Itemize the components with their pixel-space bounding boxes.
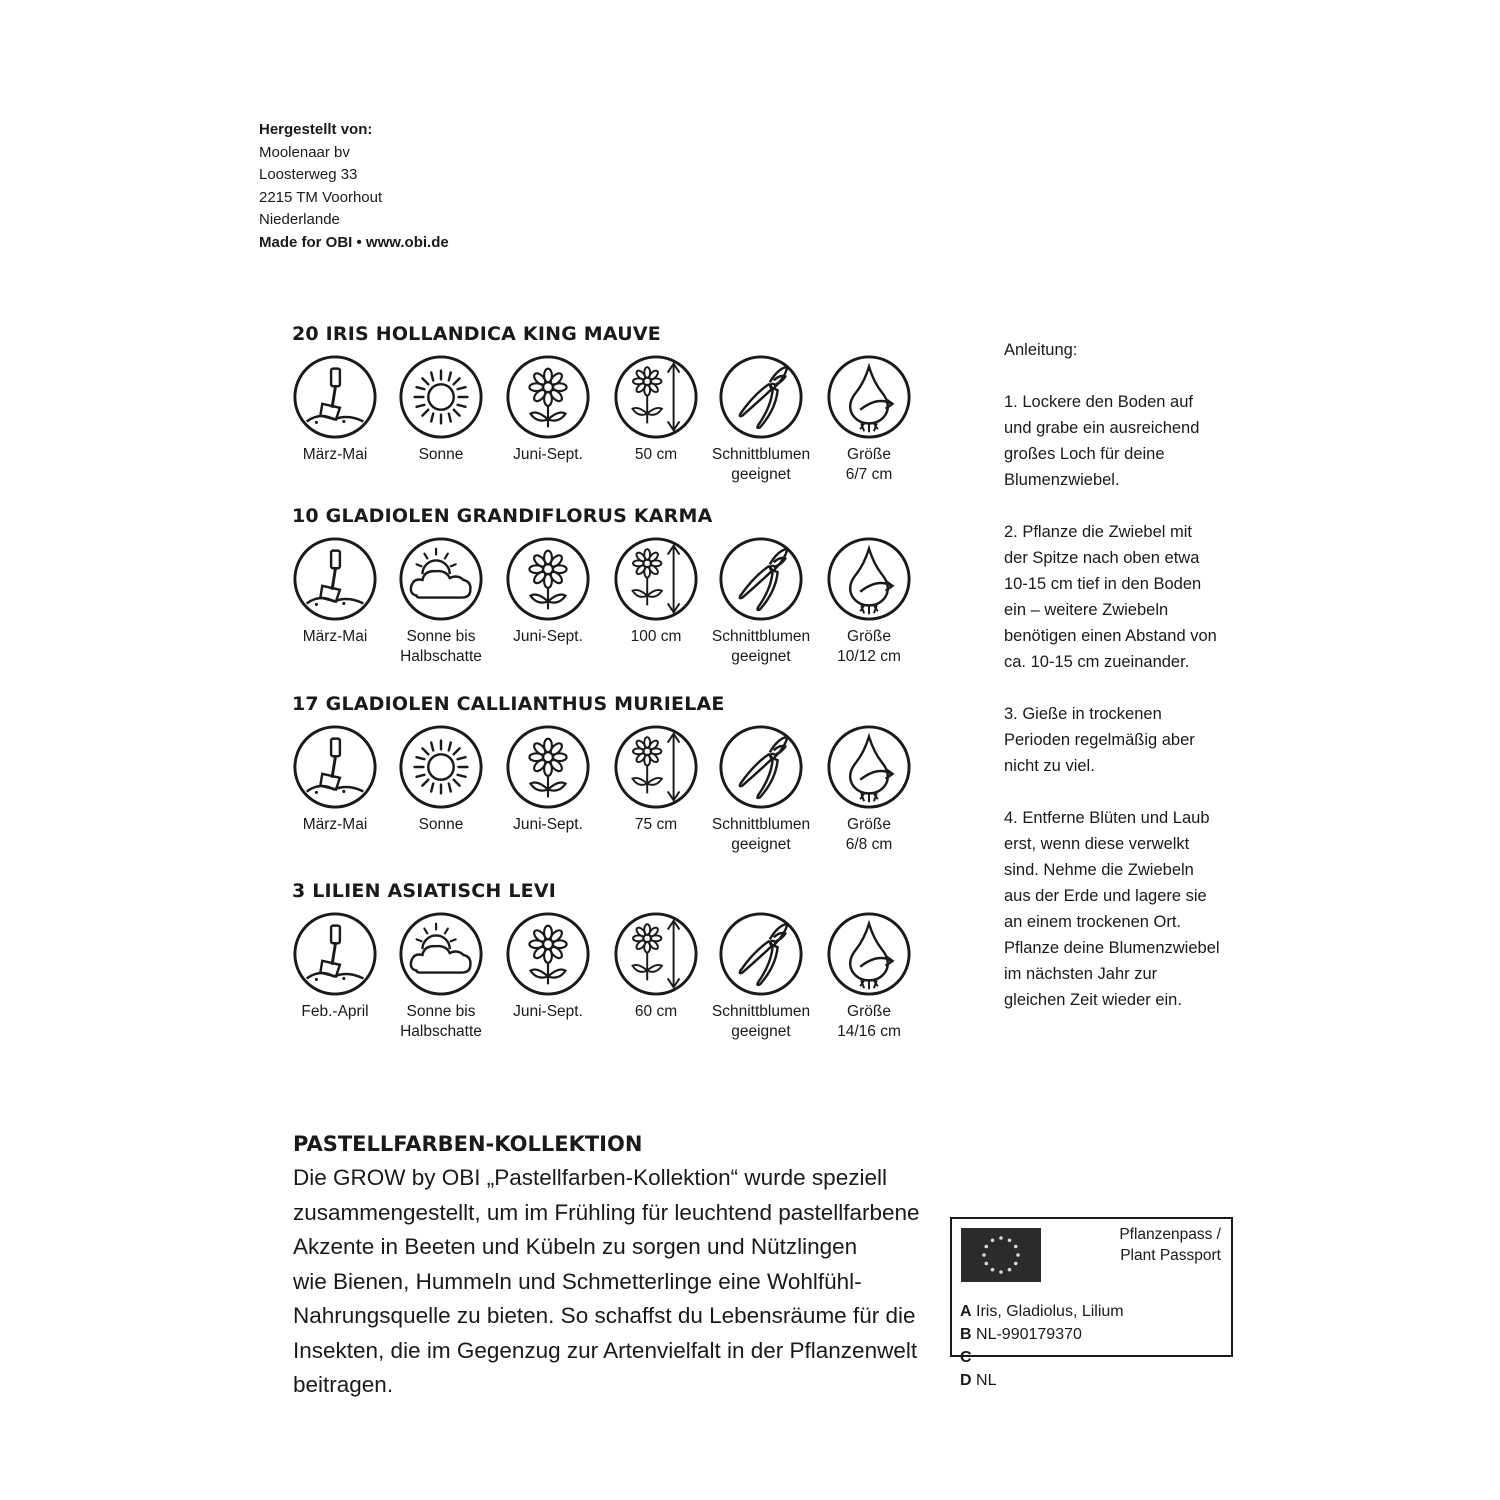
pruning-shears-icon [717,353,805,441]
height-cell [603,910,709,1022]
flower-icon [504,723,592,811]
bloom-cell [495,353,601,465]
flower-height-icon [612,910,700,998]
cut-flower-cell [708,723,814,855]
flower-height-icon [612,353,700,441]
collection-title: PASTELLFARBEN-KOLLEKTION [293,1132,643,1156]
cut-flower-cell [708,910,814,1042]
manufacturer-street: Loosterweg 33 [259,166,358,183]
manufacturer-country: Niederlande [259,211,340,228]
height-cell [603,353,709,465]
bloom-label: Juni-Sept. [513,446,583,463]
spade-icon [291,723,379,811]
bulb-size-label: Größe 6/8 cm [845,816,893,853]
sun-icon [397,353,485,441]
bloom-label: Juni-Sept. [513,628,583,645]
manufacturer-city: 2215 TM Voorhout [259,188,383,206]
collection-description [293,1127,933,1403]
bulb-size-cell [816,535,922,667]
light-cell [388,353,494,465]
eu-star [982,1253,986,1257]
bloom-cell [495,535,601,647]
cut-flower-label: Schnittblumen geeignet [711,628,811,665]
eu-star [999,1270,1003,1274]
collection-line: Nahrungsquelle zu bieten. So schaffst du Lebensräume für die [293,1303,916,1328]
light-label: Sonne bis Halbschatte [400,628,482,665]
bulb-size-cell [816,353,922,485]
height-label: 60 cm [634,1003,678,1020]
spade-icon [291,910,379,998]
manufacturer-company: Moolenaar bv [259,143,350,161]
plant-title: 3 LILIEN ASIATISCH LEVI [292,880,557,902]
planting-time-label: März-Mai [302,446,368,463]
height-label: 75 cm [634,816,678,833]
passport-field-c: C [960,1349,972,1366]
pruning-shears-icon [717,910,805,998]
light-cell [388,535,494,667]
planting-time-label: Feb.-April [301,1003,369,1020]
cut-flower-label: Schnittblumen geeignet [711,446,811,483]
made-for-line: Made for OBI • www.obi.de [259,233,449,251]
passport-field-a: A Iris, Gladiolus, Lilium [960,1303,1124,1320]
sun-cloud-icon [397,535,485,623]
flower-icon [504,910,592,998]
planting-time-cell [282,910,388,1022]
instruction-step-1: 1. Lockere den Boden auf und grabe ein ausreichend großes Loch für deine Blumenzwiebel. [1004,393,1200,489]
light-label: Sonne bis Halbschatte [400,1003,482,1040]
planting-time-label: März-Mai [302,628,368,645]
passport-field-d: D NL [960,1372,997,1389]
bulb-size-cell [816,723,922,855]
plant-passport-fields [960,1300,1124,1392]
plant-title: 10 GLADIOLEN GRANDIFLORUS KARMA [292,505,713,527]
bulb-size-label: Größe 10/12 cm [837,628,901,665]
bloom-cell [495,723,601,835]
bulb-icon [825,535,913,623]
eu-star [1008,1268,1012,1272]
bulb-size-label: Größe 6/7 cm [845,446,893,483]
instructions-block [1004,337,1254,1039]
manufacturer-heading: Hergestellt von: [259,121,373,138]
plant-section-lilien-levi [292,878,932,1040]
instruction-step-3: 3. Gieße in trockenen Perioden regelmäßig aber nicht zu viel. [1004,705,1195,775]
bulb-size-label: Größe 14/16 cm [837,1003,901,1040]
collection-line: Akzente in Beeten und Kübeln zu sorgen und Nützlingen [293,1234,858,1259]
cut-flower-cell [708,353,814,485]
plant-section-iris [292,321,932,483]
planting-time-cell [282,353,388,465]
bloom-label: Juni-Sept. [513,816,583,833]
eu-star [999,1236,1003,1240]
flower-height-icon [612,535,700,623]
eu-star [984,1245,988,1249]
sun-cloud-icon [397,910,485,998]
collection-line: beitragen. [293,1372,394,1397]
collection-body [293,1161,933,1403]
instruction-step-2: 2. Pflanze die Zwiebel mit der Spitze nach oben etwa 10-15 cm tief in den Boden ein – weitere Zwiebeln benötigen einen Abstand von ca. 10-15 cm zueinander. [1004,523,1217,671]
plant-icon-row [292,910,932,1040]
cut-flower-label: Schnittblumen geeignet [711,816,811,853]
manufacturer-block [259,119,659,254]
eu-star [1008,1238,1012,1242]
spade-icon [291,353,379,441]
height-label: 50 cm [634,446,678,463]
plant-icon-row [292,535,932,665]
passport-field-b: B NL-990179370 [960,1326,1082,1343]
eu-star [984,1262,988,1266]
bulb-icon [825,910,913,998]
eu-flag-icon [961,1228,1041,1282]
planting-time-label: März-Mai [302,816,368,833]
eu-star [1016,1253,1020,1257]
instructions-heading: Anleitung: [1004,341,1078,359]
eu-star [1014,1262,1018,1266]
instruction-step-4: 4. Entferne Blüten und Laub erst, wenn diese verwelkt sind. Nehme die Zwiebeln aus der Erde und lagere sie an einem trockenen Ort. Pflanze deine Blumenzwiebel im nächsten Jahr zur gleichen Zeit wieder ein. [1004,809,1220,1009]
plant-title: 20 IRIS HOLLANDICA KING MAUVE [292,323,661,345]
plant-title: 17 GLADIOLEN CALLIANTHUS MURIELAE [292,693,725,715]
light-label: Sonne [418,446,464,463]
pruning-shears-icon [717,535,805,623]
collection-line: Insekten, die im Gegenzug zur Artenvielfalt in der Pflanzenwelt [293,1337,918,1363]
cut-flower-cell [708,535,814,667]
plant-section-gladiolen-murielae [292,691,932,853]
flower-icon [504,353,592,441]
light-label: Sonne [418,816,464,833]
plant-section-gladiolen-karma [292,503,932,665]
collection-line: Die GROW by OBI „Pastellfarben-Kollektion“ wurde speziell [293,1165,887,1190]
spade-icon [291,535,379,623]
bulb-icon [825,353,913,441]
collection-line: zusammengestellt, um im Frühling für leuchtend pastellfarbene [293,1199,920,1225]
eu-star [1014,1245,1018,1249]
light-cell [388,910,494,1042]
flower-icon [504,535,592,623]
bulb-size-cell [816,910,922,1042]
plant-icon-row [292,353,932,483]
bloom-cell [495,910,601,1022]
plant-icon-row [292,723,932,853]
eu-star [991,1238,995,1242]
plant-passport-title: Pflanzenpass / Plant Passport [1119,1226,1221,1264]
light-cell [388,723,494,835]
planting-time-cell [282,723,388,835]
planting-time-cell [282,535,388,647]
height-label: 100 cm [630,628,682,645]
plant-passport-box [950,1217,1233,1389]
height-cell [603,535,709,647]
eu-star [991,1268,995,1272]
height-cell [603,723,709,835]
flower-height-icon [612,723,700,811]
bloom-label: Juni-Sept. [513,1003,583,1020]
cut-flower-label: Schnittblumen geeignet [711,1003,811,1040]
collection-line: wie Bienen, Hummeln und Schmetterlinge eine Wohlfühl- [293,1268,862,1294]
bulb-icon [825,723,913,811]
sun-icon [397,723,485,811]
pruning-shears-icon [717,723,805,811]
